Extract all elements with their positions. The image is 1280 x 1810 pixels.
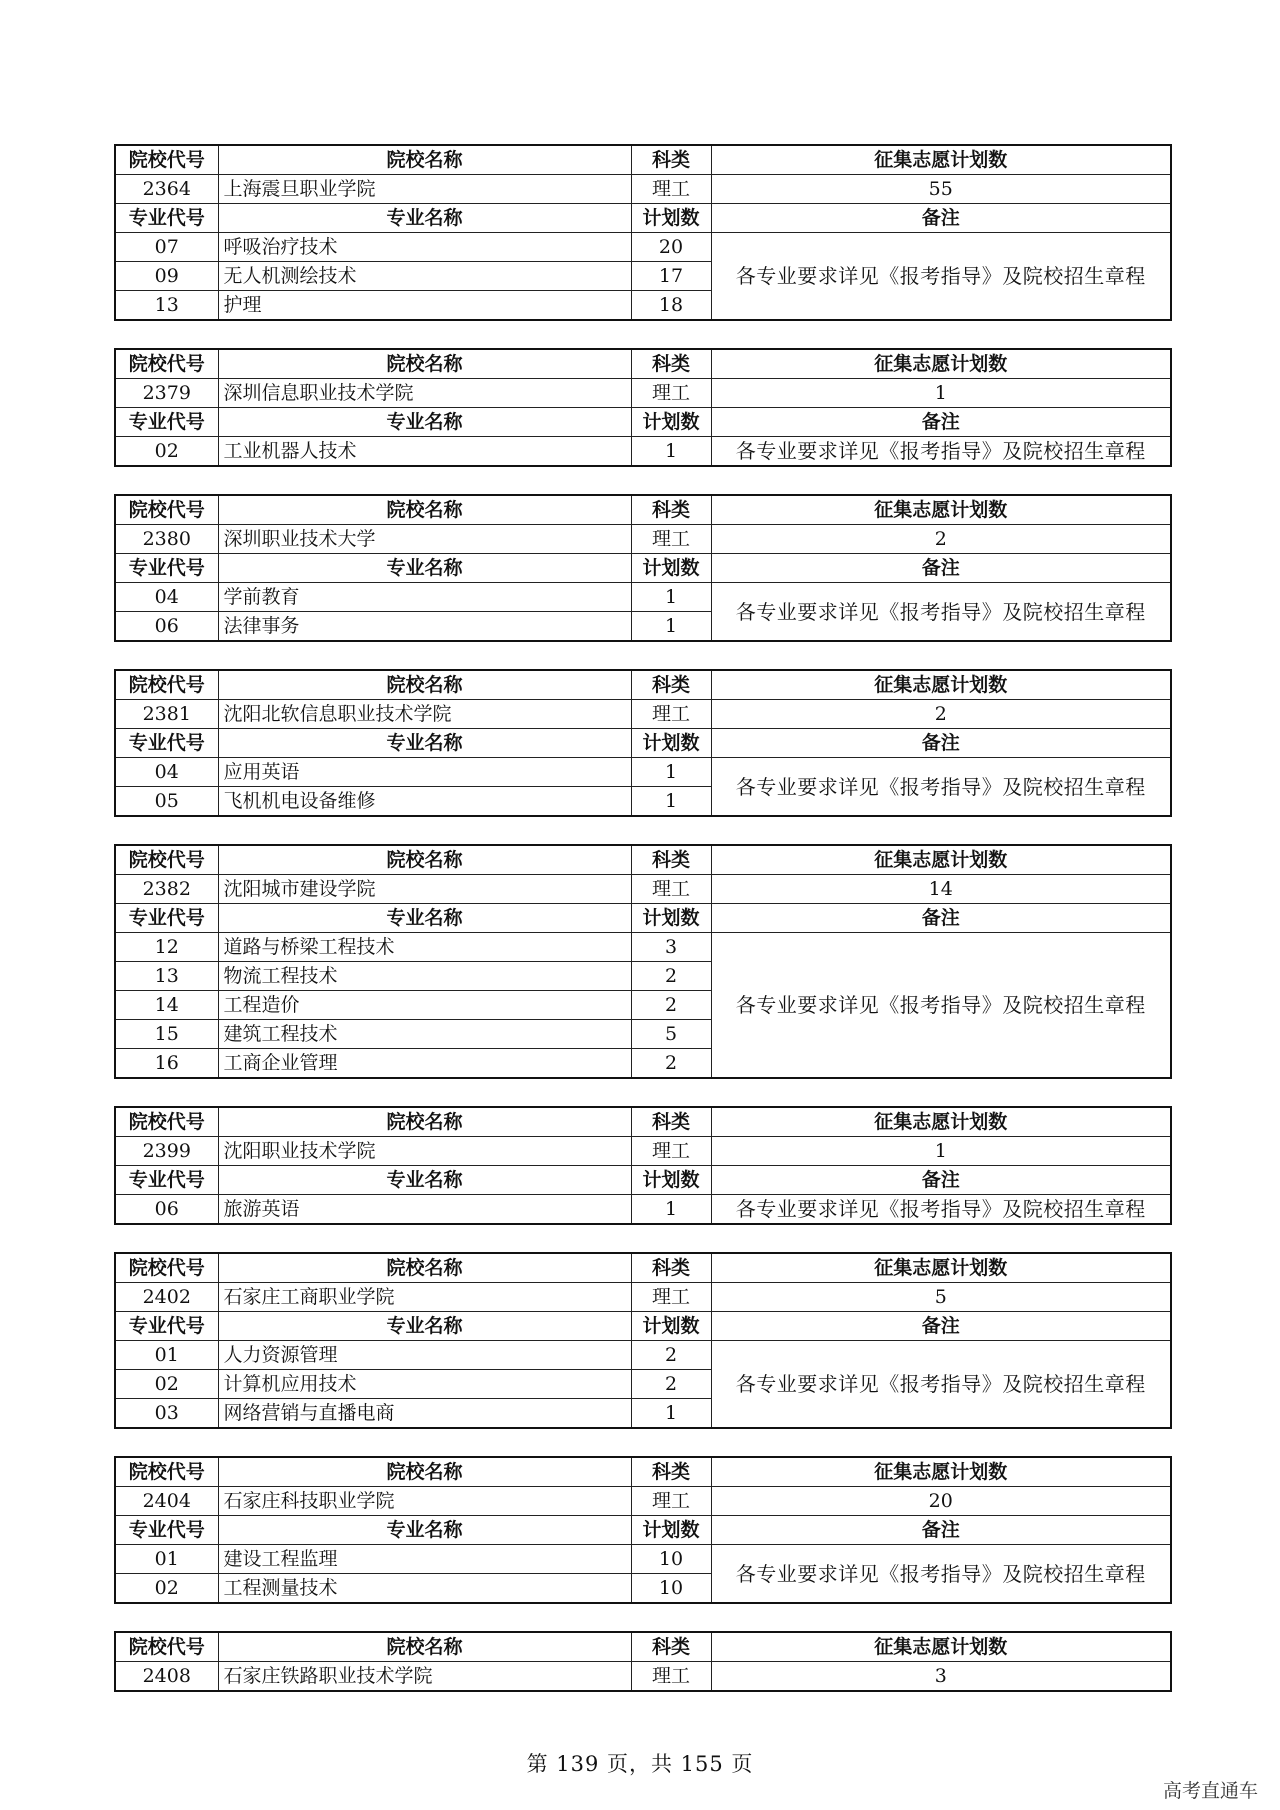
school-name-header: 院校名称 [218,495,631,525]
major-row [115,1195,1171,1225]
major-plan-count: 18 [631,291,711,321]
school-category: 理工 [631,1137,711,1166]
category-header: 科类 [631,1253,711,1283]
school-header-row [115,1253,1171,1283]
school-info-row [115,1283,1171,1312]
remark-header: 备注 [711,1516,1171,1545]
school-info-row [115,875,1171,904]
school-category: 理工 [631,700,711,729]
school-header-row [115,1107,1171,1137]
plan-count-header: 计划数 [631,408,711,437]
block-gap [114,1225,1170,1252]
school-name: 沈阳北软信息职业技术学院 [218,700,631,729]
school-code-header: 院校代号 [115,1457,218,1487]
remark-text: 各专业要求详见《报考指导》及院校招生章程 [711,233,1171,321]
block-gap [114,321,1170,348]
major-name: 人力资源管理 [218,1341,631,1370]
remark-header: 备注 [711,1166,1171,1195]
remark-text: 各专业要求详见《报考指导》及院校招生章程 [711,1545,1171,1604]
major-name: 道路与桥梁工程技术 [218,933,631,962]
major-code: 14 [115,991,218,1020]
plan-count-header: 计划数 [631,1166,711,1195]
plan-total-header: 征集志愿计划数 [711,1457,1171,1487]
major-plan-count: 1 [631,437,711,467]
major-plan-count: 1 [631,1399,711,1429]
major-plan-count: 10 [631,1574,711,1604]
plan-total-header: 征集志愿计划数 [711,145,1171,175]
school-plan-total: 2 [711,525,1171,554]
remark-header: 备注 [711,904,1171,933]
major-header-row [115,1312,1171,1341]
school-name: 沈阳职业技术学院 [218,1137,631,1166]
major-row [115,933,1171,962]
major-header-row [115,1516,1171,1545]
major-name: 飞机机电设备维修 [218,787,631,817]
watermark: 高考直通车 [1162,1780,1258,1802]
category-header: 科类 [631,495,711,525]
major-code: 09 [115,262,218,291]
category-header: 科类 [631,670,711,700]
school-info-row [115,1137,1171,1166]
school-block [114,144,1172,321]
major-plan-count: 10 [631,1545,711,1574]
major-plan-count: 2 [631,1049,711,1079]
plan-total-header: 征集志愿计划数 [711,845,1171,875]
major-row [115,758,1171,787]
major-header-row [115,204,1171,233]
school-code: 2381 [115,700,218,729]
block-gap [114,1604,1170,1631]
major-name: 法律事务 [218,612,631,642]
category-header: 科类 [631,845,711,875]
major-name: 无人机测绘技术 [218,262,631,291]
major-name-header: 专业名称 [218,1312,631,1341]
major-code: 06 [115,1195,218,1225]
school-plan-total: 14 [711,875,1171,904]
major-plan-count: 1 [631,1195,711,1225]
school-name-header: 院校名称 [218,670,631,700]
school-header-row [115,1457,1171,1487]
school-code: 2404 [115,1487,218,1516]
plan-total-header: 征集志愿计划数 [711,1107,1171,1137]
school-info-row [115,700,1171,729]
school-plan-total: 5 [711,1283,1171,1312]
plan-total-header: 征集志愿计划数 [711,1253,1171,1283]
school-category: 理工 [631,1283,711,1312]
category-header: 科类 [631,1457,711,1487]
remark-text: 各专业要求详见《报考指导》及院校招生章程 [711,1195,1171,1225]
remark-header: 备注 [711,204,1171,233]
major-code: 02 [115,1574,218,1604]
school-name: 上海震旦职业学院 [218,175,631,204]
major-name: 工程测量技术 [218,1574,631,1604]
plan-count-header: 计划数 [631,904,711,933]
school-block [114,1456,1172,1604]
school-code: 2364 [115,175,218,204]
major-code: 01 [115,1545,218,1574]
school-info-row [115,175,1171,204]
major-plan-count: 20 [631,233,711,262]
school-code: 2382 [115,875,218,904]
school-block [114,494,1172,642]
school-plan-total: 55 [711,175,1171,204]
school-code-header: 院校代号 [115,1107,218,1137]
school-name: 石家庄铁路职业技术学院 [218,1662,631,1692]
school-code-header: 院校代号 [115,845,218,875]
major-name: 学前教育 [218,583,631,612]
school-block [114,1631,1172,1692]
remark-header: 备注 [711,1312,1171,1341]
major-code: 13 [115,962,218,991]
major-code: 01 [115,1341,218,1370]
major-code-header: 专业代号 [115,408,218,437]
major-header-row [115,729,1171,758]
school-plan-total: 20 [711,1487,1171,1516]
major-code-header: 专业代号 [115,904,218,933]
remark-text: 各专业要求详见《报考指导》及院校招生章程 [711,1341,1171,1429]
plan-total-header: 征集志愿计划数 [711,495,1171,525]
major-row [115,437,1171,467]
school-name: 深圳职业技术大学 [218,525,631,554]
school-name-header: 院校名称 [218,1253,631,1283]
school-block [114,844,1172,1079]
school-name: 深圳信息职业技术学院 [218,379,631,408]
school-code-header: 院校代号 [115,145,218,175]
major-plan-count: 2 [631,1341,711,1370]
major-plan-count: 3 [631,933,711,962]
major-code: 15 [115,1020,218,1049]
school-block [114,348,1172,467]
school-code: 2380 [115,525,218,554]
school-category: 理工 [631,1487,711,1516]
major-code: 16 [115,1049,218,1079]
major-code-header: 专业代号 [115,204,218,233]
major-code-header: 专业代号 [115,1166,218,1195]
school-plan-total: 3 [711,1662,1171,1692]
major-name: 工业机器人技术 [218,437,631,467]
major-code-header: 专业代号 [115,1516,218,1545]
school-info-row [115,525,1171,554]
block-gap [114,1079,1170,1106]
plan-count-header: 计划数 [631,729,711,758]
school-info-row [115,1487,1171,1516]
school-code-header: 院校代号 [115,670,218,700]
school-name-header: 院校名称 [218,349,631,379]
major-name-header: 专业名称 [218,408,631,437]
plan-count-header: 计划数 [631,554,711,583]
major-name: 呼吸治疗技术 [218,233,631,262]
major-plan-count: 1 [631,583,711,612]
remark-header: 备注 [711,408,1171,437]
school-name: 石家庄工商职业学院 [218,1283,631,1312]
major-header-row [115,408,1171,437]
major-plan-count: 5 [631,1020,711,1049]
major-name: 旅游英语 [218,1195,631,1225]
major-name: 物流工程技术 [218,962,631,991]
school-plan-total: 2 [711,700,1171,729]
major-plan-count: 1 [631,758,711,787]
school-name-header: 院校名称 [218,145,631,175]
major-row [115,583,1171,612]
major-code: 13 [115,291,218,321]
remark-text: 各专业要求详见《报考指导》及院校招生章程 [711,933,1171,1079]
major-row [115,1545,1171,1574]
school-code: 2408 [115,1662,218,1692]
school-category: 理工 [631,1662,711,1692]
major-code: 12 [115,933,218,962]
major-header-row [115,904,1171,933]
school-category: 理工 [631,875,711,904]
plan-total-header: 征集志愿计划数 [711,670,1171,700]
school-header-row [115,845,1171,875]
major-code-header: 专业代号 [115,554,218,583]
category-header: 科类 [631,145,711,175]
remark-text: 各专业要求详见《报考指导》及院校招生章程 [711,583,1171,642]
school-header-row [115,1632,1171,1662]
school-info-row [115,1662,1171,1692]
major-row [115,1341,1171,1370]
school-info-row [115,379,1171,408]
school-name: 石家庄科技职业学院 [218,1487,631,1516]
school-code: 2399 [115,1137,218,1166]
major-code: 06 [115,612,218,642]
plan-count-header: 计划数 [631,204,711,233]
school-name-header: 院校名称 [218,845,631,875]
remark-header: 备注 [711,729,1171,758]
block-gap [114,467,1170,494]
category-header: 科类 [631,1632,711,1662]
plan-total-header: 征集志愿计划数 [711,1632,1171,1662]
major-code-header: 专业代号 [115,1312,218,1341]
plan-total-header: 征集志愿计划数 [711,349,1171,379]
school-name-header: 院校名称 [218,1632,631,1662]
major-header-row [115,1166,1171,1195]
school-plan-total: 1 [711,1137,1171,1166]
major-plan-count: 2 [631,991,711,1020]
category-header: 科类 [631,1107,711,1137]
remark-text: 各专业要求详见《报考指导》及院校招生章程 [711,437,1171,467]
major-code-header: 专业代号 [115,729,218,758]
school-code-header: 院校代号 [115,349,218,379]
school-header-row [115,495,1171,525]
block-gap [114,642,1170,669]
plan-count-header: 计划数 [631,1312,711,1341]
admission-plan-tables [114,144,1170,1692]
school-plan-total: 1 [711,379,1171,408]
block-gap [114,1429,1170,1456]
category-header: 科类 [631,349,711,379]
major-code: 03 [115,1399,218,1429]
major-name: 建设工程监理 [218,1545,631,1574]
school-block [114,1106,1172,1225]
major-code: 04 [115,758,218,787]
school-block [114,1252,1172,1429]
major-name: 计算机应用技术 [218,1370,631,1399]
remark-header: 备注 [711,554,1171,583]
major-plan-count: 1 [631,612,711,642]
school-category: 理工 [631,525,711,554]
plan-count-header: 计划数 [631,1516,711,1545]
major-name-header: 专业名称 [218,1516,631,1545]
major-name: 工商企业管理 [218,1049,631,1079]
major-code: 02 [115,437,218,467]
major-name: 工程造价 [218,991,631,1020]
major-name: 网络营销与直播电商 [218,1399,631,1429]
major-code: 02 [115,1370,218,1399]
major-code: 05 [115,787,218,817]
school-code: 2402 [115,1283,218,1312]
major-name: 建筑工程技术 [218,1020,631,1049]
school-header-row [115,145,1171,175]
major-header-row [115,554,1171,583]
school-code: 2379 [115,379,218,408]
school-name-header: 院校名称 [218,1457,631,1487]
major-name-header: 专业名称 [218,729,631,758]
major-name-header: 专业名称 [218,204,631,233]
major-name-header: 专业名称 [218,904,631,933]
school-block [114,669,1172,817]
major-row [115,233,1171,262]
major-code: 04 [115,583,218,612]
school-category: 理工 [631,379,711,408]
school-header-row [115,349,1171,379]
major-name: 应用英语 [218,758,631,787]
school-name: 沈阳城市建设学院 [218,875,631,904]
school-code-header: 院校代号 [115,1253,218,1283]
major-code: 07 [115,233,218,262]
block-gap [114,817,1170,844]
major-plan-count: 17 [631,262,711,291]
major-plan-count: 1 [631,787,711,817]
major-name-header: 专业名称 [218,1166,631,1195]
school-code-header: 院校代号 [115,1632,218,1662]
school-code-header: 院校代号 [115,495,218,525]
major-name: 护理 [218,291,631,321]
school-name-header: 院校名称 [218,1107,631,1137]
remark-text: 各专业要求详见《报考指导》及院校招生章程 [711,758,1171,817]
major-plan-count: 2 [631,1370,711,1399]
page-number: 第 139 页，共 155 页 [526,1752,754,1776]
school-header-row [115,670,1171,700]
major-plan-count: 2 [631,962,711,991]
major-name-header: 专业名称 [218,554,631,583]
school-category: 理工 [631,175,711,204]
